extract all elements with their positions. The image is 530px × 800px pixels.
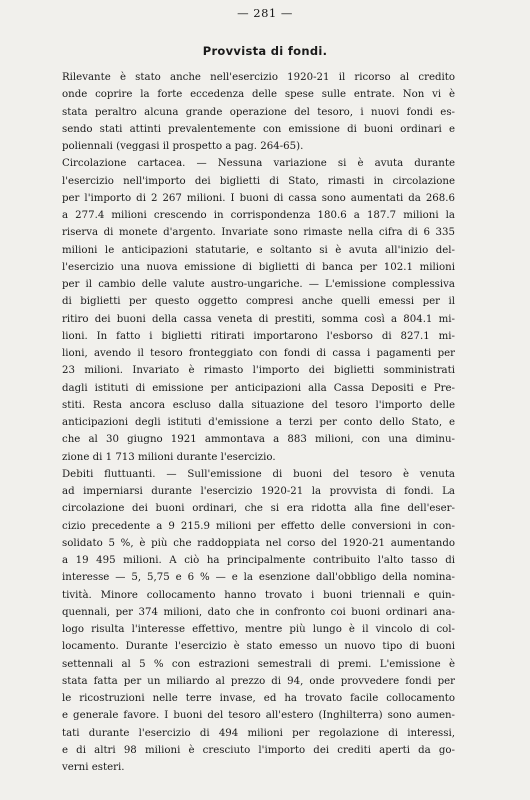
text-line: per il cambio delle valute austro-ungariche. — L'emissione complessiva xyxy=(62,279,455,290)
text-line: l'esercizio nell'importo dei biglietti di Stato, rimasti in circolazione xyxy=(62,175,455,187)
paragraph xyxy=(62,69,455,155)
text-line: lioni. In fatto i biglietti ritirati importarono l'esborso di 827.1 mi- xyxy=(62,330,455,342)
text-line: stata fatta per un miliardo al prezzo di 94, onde provvedere fondi per xyxy=(62,675,455,687)
text-line: poliennali (veggasi il prospetto a pag. 264-65). xyxy=(62,141,304,152)
text-line: l'esercizio una nuova emissione di biglietti di banca per 102.1 milioni xyxy=(62,261,455,273)
text-line: 23 milioni. Invariato è rimasto l'importo dei biglietti somministrati xyxy=(62,365,455,377)
text-line: tività. Minore collocamento hanno trovato i buoni triennali e quin- xyxy=(62,589,455,601)
text-line: Rilevante è stato anche nell'esercizio 1920-21 il ricorso al credito xyxy=(62,72,455,83)
text-line: riserva di monete d'argento. Invariate sono rimaste nella cifra di 6 335 xyxy=(62,227,455,239)
text-line: stiti. Resta ancora escluso dalla situazione del tesoro l'importo delle xyxy=(62,399,455,411)
text-line: quennali, per 374 milioni, dato che in confronto coi buoni ordinari ana- xyxy=(62,606,455,618)
text-line: ad imperniarsi durante l'esercizio 1920-21 la provvista di fondi. La xyxy=(62,486,455,497)
text-line: e di altri 98 milioni è cresciuto l'importo dei crediti aperti da go- xyxy=(62,744,455,756)
text-line: sendo stati attinti prevalentemente con emissione di buoni ordinari e xyxy=(62,123,455,135)
text-line: per l'importo di 2 267 milioni. I buoni di cassa sono aumentati da 268.6 xyxy=(62,192,455,204)
text-line: tati durante l'esercizio di 494 milioni per regolazione di interessi, xyxy=(62,727,455,739)
paragraph xyxy=(62,155,455,466)
text-line: milioni le anticipazioni statutarie, e soltanto si è avuta all'inizio del- xyxy=(62,244,455,256)
text-line: lioni, avendo il tesoro fronteggiato con fondi di cassa i pagamenti per xyxy=(62,348,455,359)
text-line: cizio precedente a 9 215.9 milioni per effetto delle conversioni in con- xyxy=(62,520,455,532)
text-line: circolazione dei buoni ordinari, che si era ridotta alla fine dell'eser- xyxy=(62,503,455,515)
text-line: logo risulta l'interesse effettivo, mentre più lungo è il vincolo di col- xyxy=(62,624,455,635)
text-line: Circolazione cartacea. — Nessuna variazione si è avuta durante xyxy=(62,158,455,170)
text-line: dagli istituti di emissione per anticipazioni alla Cassa Depositi e Pre- xyxy=(62,382,455,394)
text-line: locamento. Durante l'esercizio è stato emesso un nuovo tipo di buoni xyxy=(62,641,455,653)
text-line: onde coprire la forte eccedenza delle spese sulle entrate. Non vi è xyxy=(62,89,455,101)
text-line: a 19 495 milioni. A ciò ha principalmente contribuito l'alto tasso di xyxy=(62,555,455,566)
text-line: le ricostruzioni nelle terre invase, ed ha trovato facile collocamento xyxy=(62,693,455,704)
paragraph xyxy=(62,466,455,777)
text-line: e generale favore. I buoni del tesoro all'estero (Inghilterra) sono aumen- xyxy=(62,710,455,722)
text-line: che al 30 giugno 1921 ammontava a 883 milioni, con una diminu- xyxy=(62,434,455,446)
text-line: anticipazioni degli istituti d'emissione a terzi per conto dello Stato, e xyxy=(62,417,455,428)
text-line: zione di 1 713 milioni durante l'esercizio. xyxy=(62,451,276,463)
text-line: stata peraltro alcuna grande operazione del tesoro, i nuovi fondi es- xyxy=(62,106,455,118)
body-text xyxy=(62,69,455,776)
text-line: Debiti fluttuanti. — Sull'emissione di buoni del tesoro è venuta xyxy=(62,468,455,480)
text-line: di biglietti per questo oggetto compresi anche quelli emessi per il xyxy=(62,296,455,308)
text-line: verni esteri. xyxy=(62,762,125,773)
text-line: a 277.4 milioni crescendo in corrispondenza 180.6 a 187.7 milioni la xyxy=(62,210,455,221)
text-line: interesse — 5, 5,75 e 6 % — e la esenzione dall'obbligo della nomina- xyxy=(62,572,455,584)
section-title: Provvista di fondi. xyxy=(202,44,328,58)
text-line: solidato 5 %, è più che raddoppiata nel corso del 1920-21 aumentando xyxy=(62,537,455,549)
text-line: ritiro dei buoni della cassa veneta di prestiti, somma così a 804.1 mi- xyxy=(62,313,455,325)
page-number: — 281 — xyxy=(237,6,293,20)
text-line: settennali al 5 % con estrazioni semestrali di premi. L'emissione è xyxy=(62,658,455,670)
